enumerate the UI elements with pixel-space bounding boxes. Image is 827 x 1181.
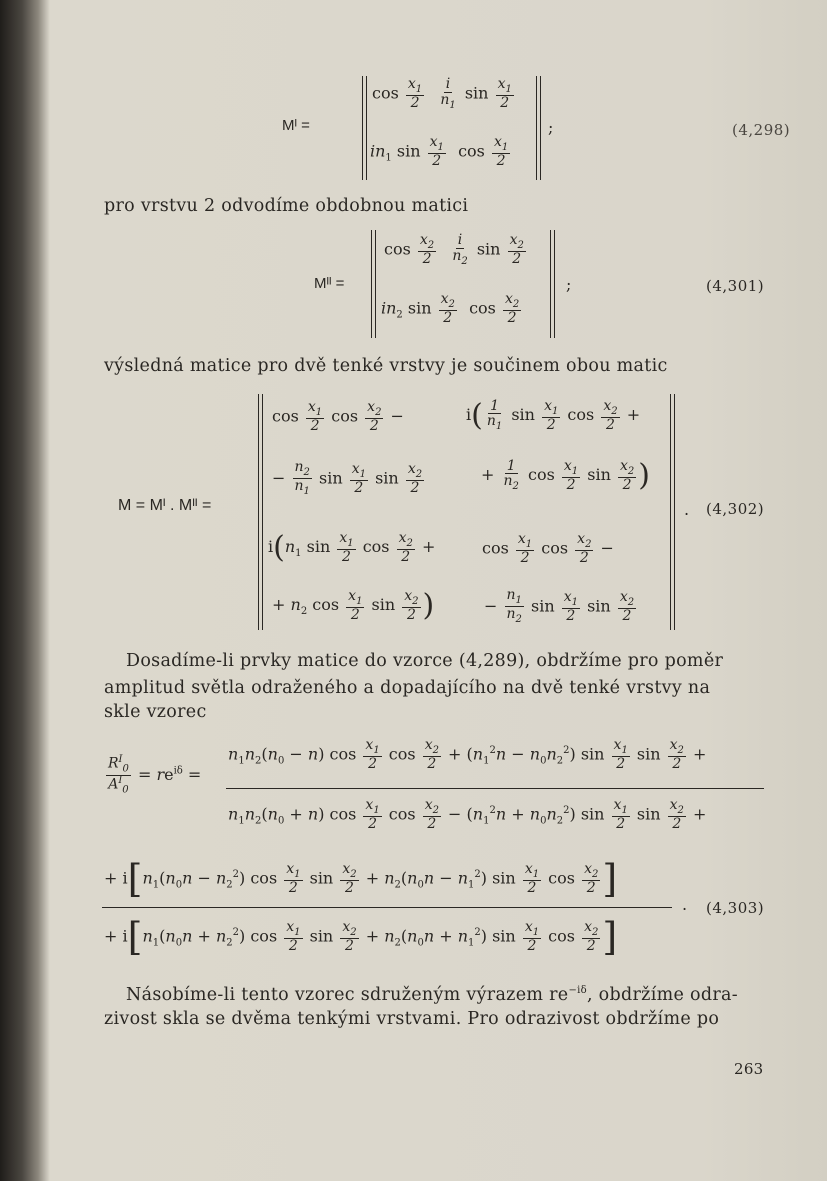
equation-number: (4,302) [706, 500, 765, 518]
paragraph-3-line-1: Dosadíme-li prvky matice do vzorce (4,289), obdržíme pro poměr [126, 651, 724, 671]
paragraph-3-line-3: skle vzorec [104, 702, 207, 722]
paragraph-4-line-1: Násobíme-li tento vzorec sdruženým výrazem $re^{-i\delta}$, obdržíme odra- [126, 984, 738, 1005]
paragraph-3-line-2: amplitud světla odraženého a dopadajícího na dvě tenké vrstvy na [104, 678, 711, 698]
book-gutter [0, 0, 50, 1181]
equation-number: (4,303) [706, 899, 765, 917]
page-number: 263 [734, 1060, 764, 1078]
equation-number: (4,298) [732, 121, 791, 139]
matrix-label-m1: Mᴵ = [282, 117, 310, 134]
matrix-label-m2: Mᴵᴵ = [314, 275, 345, 292]
paragraph-4-line-2: zivost skla se dvěma tenkými vrstvami. Pro odrazivost obdržíme po [104, 1009, 720, 1029]
paragraph-1: pro vrstvu 2 odvodíme obdobnou matici [104, 196, 469, 216]
paragraph-2: výsledná matice pro dvě tenké vrstvy je součinem obou matic [104, 356, 668, 376]
matrix-label-m: M = Mᴵ . Mᴵᴵ = [118, 497, 212, 514]
equation-number: (4,301) [706, 277, 765, 295]
